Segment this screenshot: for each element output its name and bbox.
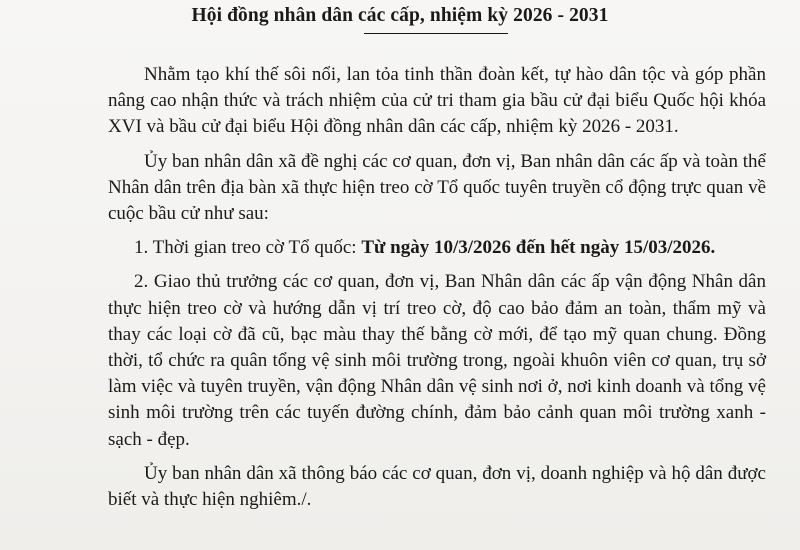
flag-period-label: Thời gian treo cờ Tổ quốc: bbox=[152, 237, 357, 259]
paragraph-purpose: Nhằm tạo khí thế sôi nổi, lan tỏa tinh thần đoàn kết, tự hào dân tộc và góp phần nâng cao nhận thức và trách nhiệm của cử tri tham gia bầu cử đại biểu Quốc hội khóa XVI và bầu cử đại biểu Hội đồng nhân dân các cấp, nhiệm kỳ 2026 - 2031. bbox=[108, 64, 766, 138]
list-item-number: 1. bbox=[134, 237, 149, 259]
list-item-number: 2. bbox=[134, 271, 149, 293]
paragraph-notice: Ủy ban nhân dân xã thông báo các cơ quan, đơn vị, doanh nghiệp và hộ dân được biết và thực hiện nghiêm./. bbox=[108, 462, 766, 511]
document-title: Hội đồng nhân dân các cấp, nhiệm kỳ 2026 - 2031 bbox=[191, 5, 609, 26]
list-item-assignment bbox=[108, 269, 766, 452]
list-item-flag-period bbox=[108, 235, 766, 261]
flag-period-dates: Từ ngày 10/3/2026 đến hết ngày 15/03/2026. bbox=[361, 237, 716, 259]
title-underline-divider bbox=[364, 33, 508, 34]
document-body bbox=[108, 62, 766, 521]
paragraph-request: Ủy ban nhân dân xã đề nghị các cơ quan, đơn vị, Ban nhân dân các ấp và toàn thể Nhân dân trên địa bàn xã thực hiện treo cờ Tổ quốc tuyên truyền cổ động trực quan về cuộc bầu cử như sau: bbox=[108, 150, 766, 225]
assignment-text: Giao thủ trưởng các cơ quan, đơn vị, Ban Nhân dân các ấp vận động Nhân dân thực hiện treo cờ và hướng dẫn vị trí treo cờ, độ cao bảo đảm an toàn, thẩm mỹ và thay các loại cờ đã cũ, bạc màu thay thế bằng cờ mới, để tạo mỹ quan chung. Đồng thời, tổ chức ra quân tổng vệ sinh môi trường trong, ngoài khuôn viên cơ quan, trụ sở làm việc và tuyên truyền, vận động Nhân dân vệ sinh nơi ở, nơi kinh doanh và tổng vệ sinh môi trường trên các tuyến đường chính, đảm bảo cảnh quan môi trường xanh - sạch - đẹp. bbox=[108, 271, 766, 450]
